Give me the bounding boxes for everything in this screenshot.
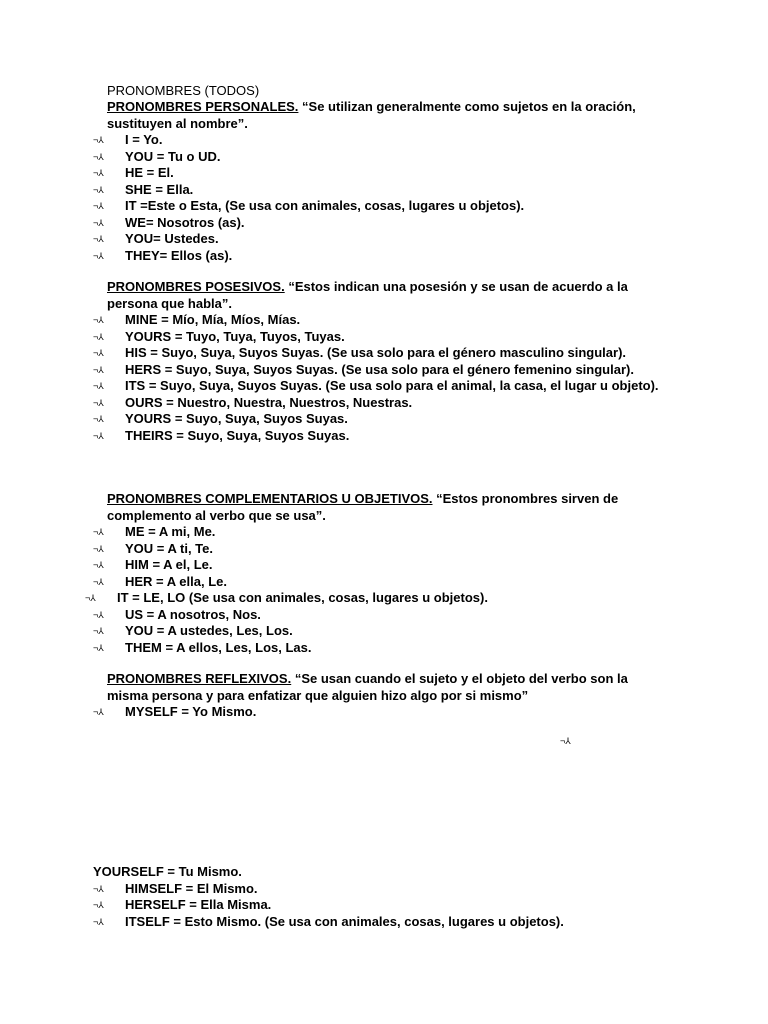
list-item: ¬⅄ HIM = A el, Le. (93, 557, 213, 572)
pronoun-list (93, 312, 667, 444)
bullet-icon: ¬⅄ (93, 430, 104, 441)
list-item: ¬⅄ HERS = Suyo, Suya, Suyos Suyas. (Se usa solo para el género femenino singular). (93, 361, 634, 377)
list-item: ¬⅄ ITS = Suyo, Suya, Suyos Suyas. (Se usa solo para el animal, la casa, el lugar u objeto). (93, 378, 659, 393)
list-item: ¬⅄ YOURS = Suyo, Suya, Suyos Suyas. (93, 411, 348, 426)
stray-bullet-icon: ¬⅄ (560, 736, 571, 746)
bullet-icon: ¬⅄ (93, 560, 104, 570)
list-item: ¬⅄ IT = LE, LO (Se usa con animales, cosas, lugares u objetos). (85, 590, 488, 605)
list-item: ¬⅄ YOU = Tu o UD. (93, 148, 221, 164)
bullet-icon: ¬⅄ (93, 201, 104, 211)
bullet-icon: ¬⅄ (93, 348, 104, 358)
list-item: ¬⅄ OURS = Nuestro, Nuestra, Nuestros, Nuestras. (93, 394, 413, 410)
bullet-icon: ¬⅄ (93, 331, 104, 342)
bullet-icon: ¬⅄ (93, 626, 104, 636)
section-description: “Se usan cuando el sujeto y el objeto del verbo son la misma persona y para enfatizar que alguien hizo algo por si mismo” (107, 671, 628, 703)
list-item: ¬⅄ ME = A mi, Me. (93, 524, 216, 539)
list-item: ¬⅄ YOU = A ti, Te. (93, 540, 214, 556)
list-item: YOURSELF = Tu Mismo. (93, 864, 242, 879)
list-item: ¬⅄ YOU= Ustedes. (93, 231, 219, 246)
bullet-icon: ¬⅄ (93, 900, 104, 910)
list-item: ¬⅄ SHE = Ella. (93, 181, 194, 197)
bullet-icon: ¬⅄ (93, 883, 104, 894)
section-reflexivos (93, 671, 667, 721)
bullet-icon: ¬⅄ (85, 593, 96, 603)
section-description: “Estos pronombres sirven de complemento al verbo que se usa”. (107, 491, 619, 523)
list-item: ¬⅄ HIMSELF = El Mismo. (93, 880, 258, 896)
bullet-icon: ¬⅄ (93, 527, 104, 537)
section-complementarios (85, 491, 667, 656)
bullet-icon: ¬⅄ (93, 217, 104, 228)
bullet-icon: ¬⅄ (93, 364, 104, 375)
list-item: ¬⅄ MYSELF = Yo Mismo. (93, 704, 257, 719)
section-heading (107, 671, 667, 704)
bullet-icon: ¬⅄ (93, 609, 104, 620)
bullet-icon: ¬⅄ (93, 184, 104, 195)
bullet-icon: ¬⅄ (93, 234, 104, 244)
list-item: ¬⅄ YOURS = Tuyo, Tuya, Tuyos, Tuyas. (93, 328, 345, 344)
list-item: ¬⅄ ITSELF = Esto Mismo. (Se usa con animales, cosas, lugares u objetos). (93, 913, 564, 929)
bullet-icon: ¬⅄ (93, 135, 104, 145)
section-heading (107, 99, 667, 132)
bullet-icon: ¬⅄ (93, 315, 104, 325)
list-item: ¬⅄ US = A nosotros, Nos. (93, 606, 261, 622)
bullet-icon: ¬⅄ (93, 397, 104, 408)
list-item: ¬⅄ HE = El. (93, 165, 174, 180)
section-description: “Estos indican una posesión y se usan de acuerdo a la persona que habla”. (107, 279, 628, 311)
section-personales (93, 99, 667, 264)
bullet-icon: ¬⅄ (93, 916, 104, 927)
list-item: ¬⅄ THEM = A ellos, Les, Los, Las. (93, 639, 312, 655)
bullet-icon: ¬⅄ (93, 250, 104, 261)
document-title: PRONOMBRES (TODOS) (107, 83, 260, 98)
bullet-icon: ¬⅄ (93, 168, 104, 178)
pronoun-list (93, 132, 667, 264)
section-description: “Se utilizan generalmente como sujetos en la oración, sustituyen al nombre”. (107, 99, 636, 131)
bullet-icon: ¬⅄ (93, 707, 104, 717)
list-item: ¬⅄ YOU = A ustedes, Les, Los. (93, 623, 293, 638)
pronoun-list (93, 881, 653, 931)
section-label: PRONOMBRES COMPLEMENTARIOS U OBJETIVOS. (107, 491, 433, 506)
pronoun-list (85, 524, 667, 656)
list-item: ¬⅄ HER = A ella, Le. (93, 573, 227, 589)
list-item: ¬⅄ HIS = Suyo, Suya, Suyos Suyas. (Se usa solo para el género masculino singular). (93, 345, 627, 360)
section-label: PRONOMBRES POSESIVOS. (107, 279, 285, 294)
bullet-icon: ¬⅄ (93, 576, 104, 587)
bullet-icon: ¬⅄ (93, 381, 104, 391)
section-label: PRONOMBRES REFLEXIVOS. (107, 671, 292, 686)
section-heading (107, 491, 667, 524)
list-item: ¬⅄ MINE = Mío, Mía, Míos, Mías. (93, 312, 301, 327)
list-item: ¬⅄ IT =Este o Esta, (Se usa con animales, cosas, lugares u objetos). (93, 198, 525, 213)
section-heading (107, 279, 667, 312)
bullet-icon: ¬⅄ (93, 151, 104, 162)
section-label: PRONOMBRES PERSONALES. (107, 99, 299, 114)
list-item: ¬⅄ THEY= Ellos (as). (93, 247, 233, 263)
list-item: ¬⅄ I = Yo. (93, 132, 163, 147)
bullet-icon: ¬⅄ (93, 414, 104, 424)
bullet-icon: ¬⅄ (93, 543, 104, 554)
section-reflexivos-continued (93, 864, 653, 930)
pronoun-list (93, 704, 667, 721)
bullet-icon: ¬⅄ (93, 642, 104, 653)
list-item: ¬⅄ HERSELF = Ella Misma. (93, 897, 272, 912)
section-posesivos (93, 279, 667, 444)
list-item: ¬⅄ THEIRS = Suyo, Suya, Suyos Suyas. (93, 427, 350, 443)
list-item: ¬⅄ WE= Nosotros (as). (93, 214, 245, 230)
